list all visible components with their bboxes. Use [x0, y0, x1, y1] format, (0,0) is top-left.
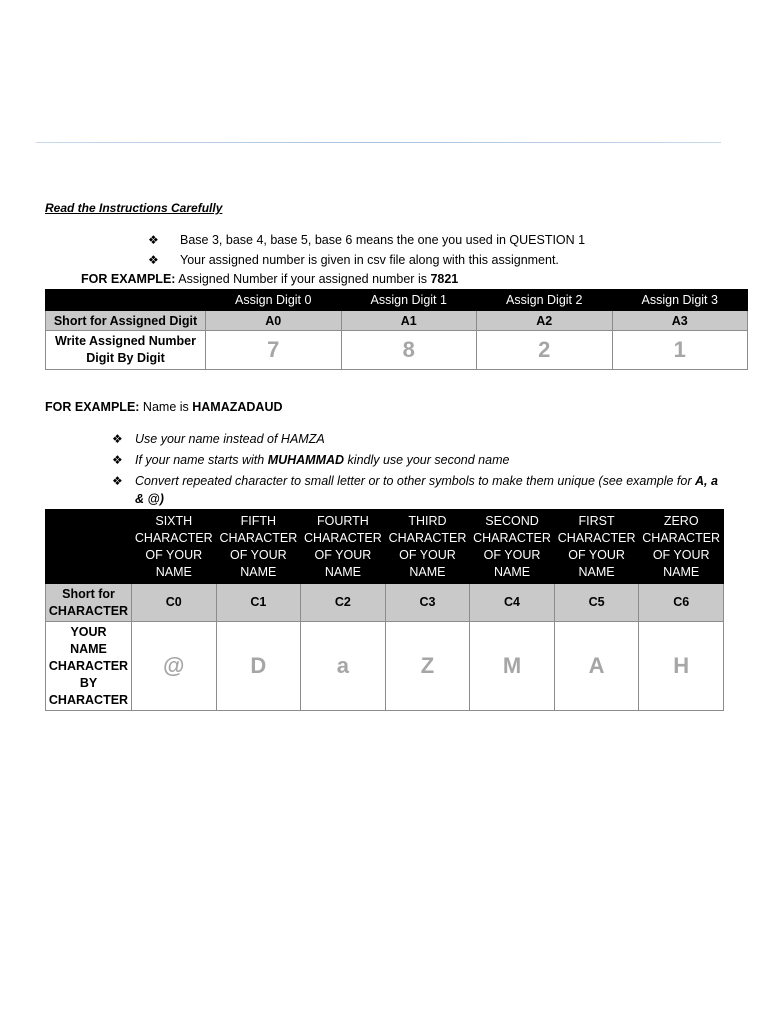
header-rule [36, 142, 721, 143]
table-cell: C3 [385, 584, 470, 622]
diamond-bullet-icon: ❖ [148, 253, 159, 267]
header-cell: ZERO CHARACTER OF YOUR NAME [639, 510, 724, 584]
header-cell: FIFTH CHARACTER OF YOUR NAME [216, 510, 301, 584]
header-cell [46, 290, 206, 311]
table-cell: A0 [206, 311, 342, 331]
header-cell: SECOND CHARACTER OF YOUR NAME [470, 510, 555, 584]
header-cell: THIRD CHARACTER OF YOUR NAME [385, 510, 470, 584]
header-cell [46, 510, 132, 584]
table-cell: M [470, 622, 555, 711]
list-item: ❖ Use your name instead of HAMZA [112, 432, 325, 446]
table-cell: A3 [612, 311, 748, 331]
assigned-digit-table [45, 289, 748, 370]
name-instructions-list [112, 430, 724, 511]
diamond-bullet-icon: ❖ [148, 233, 159, 247]
row-label: YOUR NAME CHARACTER BY CHARACTER [46, 622, 132, 711]
instructions-list [148, 231, 585, 271]
table-cell: @ [132, 622, 217, 711]
table-row [46, 311, 748, 331]
table-cell: C0 [132, 584, 217, 622]
row-label: Short for CHARACTER [46, 584, 132, 622]
diamond-bullet-icon: ❖ [112, 474, 123, 488]
list-item: ❖ Your assigned number is given in csv file along with this assignment. [148, 253, 559, 267]
row-label: Write Assigned Number Digit By Digit [46, 331, 206, 370]
table-cell: C5 [554, 584, 639, 622]
instructions-heading: Read the Instructions Carefully [45, 201, 223, 215]
diamond-bullet-icon: ❖ [112, 453, 123, 467]
table-row [46, 331, 748, 370]
table-cell: H [639, 622, 724, 711]
table-cell: C4 [470, 584, 555, 622]
table-cell: 2 [477, 331, 613, 370]
table-row [46, 584, 724, 622]
list-item: ❖ Convert repeated character to small letter or to other symbols to make them unique (see example for A, a & @) [112, 474, 718, 506]
header-cell: FIRST CHARACTER OF YOUR NAME [554, 510, 639, 584]
table-cell: C2 [301, 584, 386, 622]
row-label: Short for Assigned Digit [46, 311, 206, 331]
number-example-line: FOR EXAMPLE: Assigned Number if your assigned number is 7821 [81, 272, 459, 286]
name-character-table [45, 509, 724, 711]
table-header-row [46, 290, 748, 311]
table-cell: 8 [341, 331, 477, 370]
header-cell: Assign Digit 2 [477, 290, 613, 311]
table-cell: C6 [639, 584, 724, 622]
table-cell: C1 [216, 584, 301, 622]
table-cell: A [554, 622, 639, 711]
header-cell: Assign Digit 0 [206, 290, 342, 311]
header-cell: Assign Digit 1 [341, 290, 477, 311]
table-cell: Z [385, 622, 470, 711]
table-row [46, 622, 724, 711]
header-cell: FOURTH CHARACTER OF YOUR NAME [301, 510, 386, 584]
table-cell: a [301, 622, 386, 711]
table-cell: 1 [612, 331, 748, 370]
table-cell: A1 [341, 311, 477, 331]
list-item: ❖ Base 3, base 4, base 5, base 6 means the one you used in QUESTION 1 [148, 233, 586, 247]
header-cell: Assign Digit 3 [612, 290, 748, 311]
diamond-bullet-icon: ❖ [112, 432, 123, 446]
table-header-row [46, 510, 724, 584]
table-cell: 7 [206, 331, 342, 370]
table-cell: D [216, 622, 301, 711]
table-cell: A2 [477, 311, 613, 331]
name-example-line: FOR EXAMPLE: Name is HAMAZADAUD [45, 400, 283, 414]
list-item: ❖ If your name starts with MUHAMMAD kindly use your second name [112, 453, 510, 467]
header-cell: SIXTH CHARACTER OF YOUR NAME [132, 510, 217, 584]
